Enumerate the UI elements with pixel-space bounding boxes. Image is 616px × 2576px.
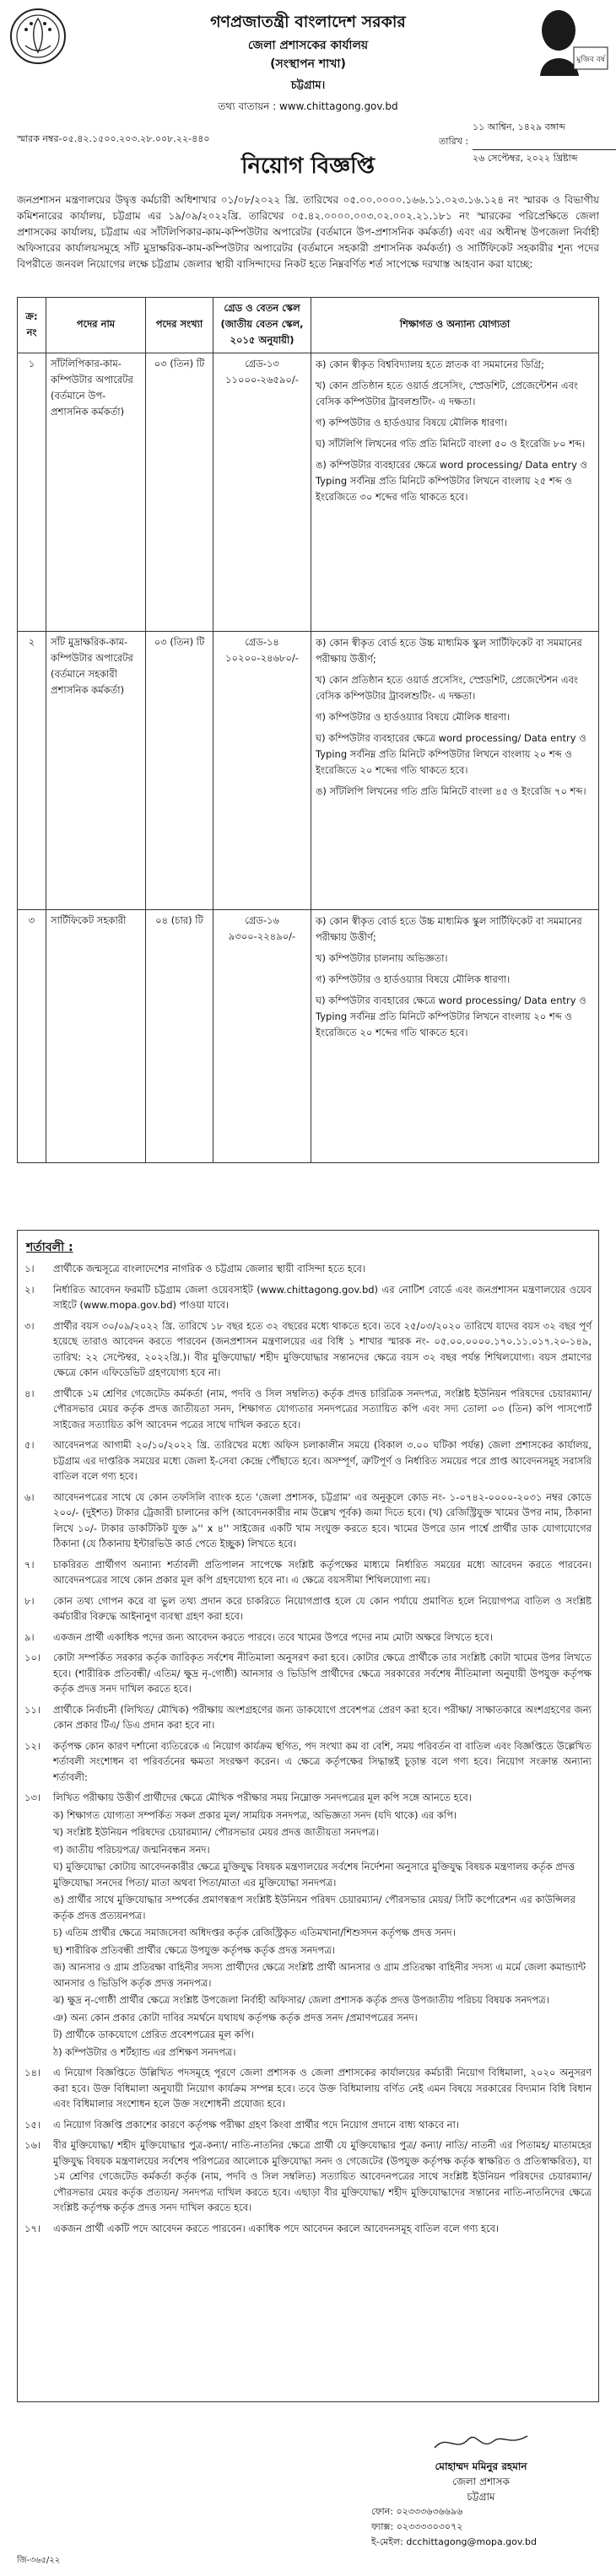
condition-subitem: ক) শিক্ষাগত যোগ্যতা সম্পর্কিত সকল প্রকার মূল/ সাময়িক সনদপত্র, অভিজ্ঞতা সনদ (যদি থাকে) এর কপি। bbox=[53, 1808, 457, 1821]
condition-subitem: খ) সংশ্লিষ্ট ইউনিয়ন পরিষদের চেয়ারম্যান/ পৌরসভার মেয়র প্রদত্ত জাতীয়তা সনদপত্র। bbox=[53, 1826, 379, 1838]
conditions-list bbox=[24, 1261, 592, 2241]
row-grade: গ্রেড-১৪ ১০২০০-২৪৬৮০/- bbox=[213, 632, 311, 910]
condition-text: আবেদনপত্র আগামী ২০/১০/২০২২ খ্রি. তারিখের মধ্যে অফিস চলাকালীন সময়ে (বিকাল ৩.০০ ঘটিকা পর্যন্ত) জেলা প্রশাসকের কার্যালয়, চট্টগ্রাম এর দাপ্তরিক সময়ের মধ্যে জেলা ই-সেবা কেন্দ্রে পৌঁছাতে হবে। অসম্পূর্ণ, ত্রুটিপূর্ণ ও নির্ধারিত সময়ের পরে প্রাপ্ত আবেদনসমূহ সরাসরি বাতিল বলে গণ্য হবে। bbox=[53, 1439, 592, 1482]
condition-item bbox=[24, 1282, 592, 1313]
conditions-box bbox=[17, 1230, 599, 2402]
condition-item bbox=[24, 1437, 592, 1485]
qualification-item: ঙ) সাঁটলিপি লিখনের গতি প্রতি মিনিটে বাংলা ৪৫ ও ইংরেজি ৭০ শব্দ। bbox=[316, 785, 586, 797]
row-qualifications bbox=[311, 353, 599, 632]
header-post: পদের নাম bbox=[46, 298, 146, 353]
signatory-place: চট্টগ্রাম bbox=[467, 2491, 495, 2503]
row-grade: গ্রেড-১৩ ১১০০০-২৬৫৯০/- bbox=[213, 353, 311, 632]
header-grade: গ্রেড ও বেতন স্কেল (জাতীয় বেতন স্কেল, ২০১৫ অনুযায়ী) bbox=[213, 298, 311, 353]
condition-number: ৯। bbox=[24, 1630, 35, 1643]
header-count: পদের সংখ্যা bbox=[146, 298, 213, 353]
row-post: সাঁটলিপিকার-কাম-কম্পিউটার অপারেটর (বর্তমানে উপ-প্রশাসনিক কর্মকর্তা) bbox=[46, 353, 146, 632]
condition-item bbox=[24, 1386, 592, 1433]
condition-number: ১০। bbox=[24, 1652, 41, 1663]
signatory-name: মোহাম্মদ মমিনুর রহমান bbox=[435, 2460, 527, 2472]
table-row bbox=[18, 353, 599, 632]
condition-item bbox=[24, 1738, 592, 1786]
condition-number: ৮। bbox=[24, 1594, 35, 1607]
date-english: ২৬ সেপ্টেম্বর, ২০২২ খ্রিষ্টাব্দ bbox=[473, 153, 578, 164]
condition-item bbox=[24, 1490, 592, 1552]
signatory-fax: ফ্যাক্স: ০২৩৩৩৩০৩০৭২ bbox=[371, 2521, 463, 2532]
row-post: সাঁট মুদ্রাক্ষরিক-কাম-কম্পিউটার অপারেটর (বর্তমানে সহকারী প্রশাসনিক কর্মকর্তা) bbox=[46, 632, 146, 910]
condition-text: নির্ধারিত আবেদন ফরমটি চট্টগ্রাম জেলা ওয়েবসাইট (www.chittagong.gov.bd) এর নোটিশ বোর্ডে এবং জনপ্রশাসন মন্ত্রণালয়ের ওয়েব সাইটে (www.mopa.gov.bd) পাওয়া যাবে। bbox=[53, 1283, 592, 1311]
notice-title: নিয়োগ বিজ্ঞপ্তি bbox=[241, 154, 375, 179]
condition-number: ১৩। bbox=[24, 1792, 41, 1803]
condition-item bbox=[24, 1650, 592, 1697]
condition-item bbox=[24, 1630, 592, 1646]
row-grade: গ্রেড-১৬ ৯৩০০-২২৪৯০/- bbox=[213, 910, 311, 1163]
reference-code: জি-৩৬৫/২২ bbox=[17, 2556, 61, 2565]
condition-item bbox=[24, 2137, 592, 2216]
condition-item bbox=[24, 1318, 592, 1381]
conditions-title: শর্তাবলী : bbox=[26, 1241, 73, 1254]
condition-item bbox=[24, 1790, 592, 1806]
condition-subitem: ঞ) অন্য কোন প্রকার কোটা দাবির সমর্থনে যথাযথ কর্তৃপক্ষ কর্তৃক প্রদত্ত সনদ /প্রমাণপত্রের সনদ। bbox=[53, 2011, 418, 2024]
condition-item bbox=[24, 1593, 592, 1625]
condition-item bbox=[24, 2221, 592, 2237]
condition-text: প্রার্থীকে নির্বাচনী (লিখিত/ মৌখিক) পরীক্ষায় অংশগ্রহণের জন্য ডাকযোগে প্রবেশপত্র প্রেরণ করা হবে। পরীক্ষা/ সাক্ষাতকারে অংশগ্রহণের জন্য কোন প্রকার টিএ/ ডিএ প্রদান করা হবে না। bbox=[53, 1703, 592, 1731]
condition-text: কোটা সম্পর্কিত সরকার কর্তৃক জারিকৃত সর্বশেষ নীতিমালা অনুসরণ করা হবে। কোটার ক্ষেত্রে প্রার্থীকে তার সংশ্লিষ্ট কোটা খামের উপর লিখতে হবে। (শারীরিক প্রতিবন্ধী/ এতিম/ ক্ষুদ্র নৃ-গোষ্ঠী) আনসার ও ভিডিপি প্রার্থীদের ক্ষেত্রে সরকারের সর্বশেষ নীতিমালা অনুযায়ী উপযুক্ত কর্তৃপক্ষ কর্তৃক প্রদত্ত সনদ দাখিল করতে হবে। bbox=[53, 1652, 592, 1695]
date-label: তারিখ : bbox=[439, 136, 469, 147]
header-qualification: শিক্ষাগত ও অন্যান্য যোগ্যতা bbox=[311, 298, 599, 353]
condition-item bbox=[24, 1702, 592, 1733]
signature-scribble-icon bbox=[430, 2429, 532, 2455]
condition-number: ১৫। bbox=[24, 2118, 41, 2131]
qualification-item: গ) কম্পিউটার ও হার্ডওয়্যার বিষয়ে মৌলিক ধারণা। bbox=[316, 973, 511, 985]
intro-paragraph: জনপ্রশাসন মন্ত্রণালয়ের উদ্বৃত্ত কর্মচারী অধিশাখার ০১/০৮/২০২২ খ্রি. তারিখের ০৫.০০.০০০০.১৬৬.১১.০২৩.১৬.১২৪ নং স্মারক ও বিভাগীয় কমিশনারের কার্যালয়, চট্টগ্রাম এর ১৯/০৯/২০২২খ্রি. তারিখের ০৫.৪২.০০০০.০০৩.০২.০০২.২১.১৮১ নং স্মারকের পরিপ্রেক্ষিতে জেলা প্রশাসকের কার্যালয়, চট্টগ্রাম এর সাঁটলিপিকার-কাম-কম্পিউটার অপারেটর (বর্তমানে উপ-প্রশাসনিক কর্মকর্তা) এবং এর অধীনস্থ উপজেলা নির্বাহী অফিসারের কার্যালয়সমূহে সাঁট মুদ্রাক্ষরিক-কাম-কম্পিউটার অপারেটর (বর্তমানে সহকারী প্রশাসনিক কর্মকর্তা) ও সার্টিফিকেট সহকারীর শূন্য পদের বিপরীতে জনবল নিয়োগের লক্ষে চট্টগ্রাম জেলার স্থায়ী বাসিন্দাদের নিকট হতে নিম্নবর্ণিত শর্ত সাপেক্ষে দরখাস্ত আহবান করা যাচ্ছে: bbox=[17, 194, 599, 270]
condition-text: এ নিয়োগ বিজ্ঞপ্তিতে উল্লিখিত পদসমূহে পূরণে জেলা প্রশাসক ও জেলা প্রশাসকের কার্যালয়ের কর্মচারী নিয়োগ বিধিমালা, ২০২০ অনুসরণ করা হবে। উক্ত বিধিমালা অনুযায়ী নিয়োগ কার্যক্রম সম্পন্ন হবে। তবে উক্ত বিধিমালায় বর্ণিত নেই এমন বিষয়ে সরকারের বিদ্যমান বিধি বিধান এবং বিধিমালার সংশোধন হলে উক্ত সংশোধনী প্রযোজ্য হবে। bbox=[53, 2067, 592, 2110]
condition-text: প্রার্থীর বয়স ৩০/০৯/২০২২ খ্রি. তারিখে ১৮ বছর হতে ৩২ বছরের মধ্যে থাকতে হবে। তবে ২৫/০৩/২০২০ তারিখে যাদের বয়স ৩২ বছর পূর্ণ হয়েছে তারাও আবেদন করতে পারবেন (জনপ্রশাসন মন্ত্রণালয়ের এর বিধি ১ শাখার স্মারক নং- ০৫.০০.০০০০.১৭০.১১.০১৭.২০-১৪৯, তারিখ: ২২ সেপ্টেম্বর, ২০২২খ্রি.)। বীর মুক্তিযোদ্ধা/ শহীদ মুক্তিযোদ্ধার সন্তানদের ক্ষেত্রে বয়স ৩২ বছর পর্যন্ত শিথিলযোগ্য। বয়স প্রমাণের ক্ষেত্রে কোন এফিডেভিট গ্রহণযোগ্য হবে না। bbox=[53, 1319, 592, 1378]
qualification-item: ঘ) কম্পিউটার ব্যবহারের ক্ষেত্রে word processing/ Data entry ও Typing সর্বনিম্ন প্রতি মিনিটে কম্পিউটার লিখনে বাংলায় ২০ শব্দ ও ইংরেজিতে ২০ শব্দের গতি থাকতে হবে। bbox=[316, 994, 586, 1038]
qualification-item: ক) কোন স্বীকৃত বোর্ড হতে উচ্চ মাধ্যমিক স্কুল সার্টিফিকেট বা সমমানের পরীক্ষায় উত্তীর্ণ; bbox=[316, 637, 582, 665]
condition-text: কর্তৃপক্ষ কোন কারণ দর্শানো ব্যতিরেকে এ নিয়োগ কার্যক্রম স্থগিত, পদ সংখ্যা কম বা বেশি, সময় পরিবর্তন বা বাতিল এবং বিজ্ঞপ্তিতে উল্লেখিত শর্তাবলী সংশোধন বা পরিবর্তনের ক্ষমতা সংরক্ষণ করেন। এ ক্ষেত্রে কর্তৃপক্ষের সিদ্ধান্তই চূড়ান্ত বলে গণ্য হবে। নিয়োগ সংক্রান্ত অন্যান্য শর্তাবলী: bbox=[53, 1739, 592, 1783]
website-line[interactable]: তথ্য বাতায়ন : www.chittagong.gov.bd bbox=[218, 100, 398, 112]
condition-text: একজন প্রার্থী একাধিক পদের জন্য আবেদন করতে পারবে। তবে খামের উপরে পদের নাম মোটা অক্ষরে লিখতে হবে। bbox=[53, 1630, 493, 1643]
district-name: চট্টগ্রাম। bbox=[290, 79, 326, 92]
condition-number: ১৭। bbox=[24, 2222, 41, 2234]
row-count: ০৪ (চার) টি bbox=[146, 910, 213, 1163]
header-sl: ক্র: নং bbox=[18, 298, 46, 353]
row-post: সার্টিফিকেট সহকারী bbox=[46, 910, 146, 1163]
condition-subitem: জ) আনসার ও গ্রাম প্রতিরক্ষা বাহিনীর সদস্য প্রার্থীদের ক্ষেত্রে সংশ্লিষ্ট প্রার্থী আনসার ও গ্রাম প্রতিরক্ষা বাহিনীর সদস্য এ মর্মে জেলা কমান্ড্যান্ট আনসার ও ভিডিপি কর্তৃক প্রদত্ত সনদপত্র। bbox=[53, 1961, 586, 1989]
signatory-phone: ফোন: ০২৩৩৩৬৩৬৬৯৬ bbox=[371, 2506, 463, 2517]
office-name: জেলা প্রশাসকের কার্যালয় bbox=[247, 39, 369, 52]
row-qualifications bbox=[311, 910, 599, 1163]
government-name: গণপ্রজাতন্ত্রী বাংলাদেশ সরকার bbox=[210, 13, 406, 31]
section-name: (সংস্থাপন শাখা) bbox=[270, 57, 346, 71]
condition-subitem: ঝ) ক্ষুদ্র নৃ-গোষ্ঠী প্রার্থীর ক্ষেত্রে সংশ্লিষ্ট উপজেলা নির্বাহী অফিসার/ জেলা প্রশাসক কর্তৃক প্রদত্ত উপজাতীয় পরিচয় বিষয়ক সনদপত্র। bbox=[53, 1994, 549, 2006]
condition-subitem: ঘ) মুক্তিযোদ্ধা কোটায় আবেদনকারীর ক্ষেত্রে মুক্তিযুদ্ধ বিষয়ক মন্ত্রণালয়ের সর্বশেষ নির্দেশনা অনুসারে মুক্তিযুদ্ধ বিষয়ক মন্ত্রণালয় কর্তৃক প্রদত্ত মুক্তিযোদ্ধা সনদের পিতা/ মাতা অথবা পিতা/মাতা এর মুক্তিযোদ্ধা সনদপত্র। bbox=[53, 1861, 575, 1889]
qualification-item: ক) কোন স্বীকৃত বোর্ড হতে উচ্চ মাধ্যমিক স্কুল সার্টিফিকেট বা সমমানের পরীক্ষায় উত্তীর্ণ; bbox=[316, 915, 582, 943]
job-table bbox=[17, 297, 599, 1163]
condition-number: ২। bbox=[24, 1283, 35, 1296]
qualification-item: ঘ) কম্পিউটার ব্যবহারের ক্ষেত্রে word processing/ Data entry ও Typing সর্বনিম্ন প্রতি মিনিটে কম্পিউটার লিখনে বাংলায় ২০ শব্দ ও ইংরেজিতে ২০ শব্দের গতি থাকতে হবে। bbox=[316, 732, 586, 776]
table-row bbox=[18, 910, 599, 1163]
condition-subitem: ঠ) কম্পিউটার ও শর্টহ্যান্ড এর প্রশিক্ষণ সনদপত্র। bbox=[53, 2045, 236, 2058]
condition-number: ৭। bbox=[24, 1558, 35, 1571]
condition-number: ৩। bbox=[24, 1319, 35, 1332]
condition-number: ১১। bbox=[24, 1703, 41, 1716]
condition-text: প্রার্থীকে ১ম শ্রেণির গেজেটেড কর্মকর্তা (নাম, পদবি ও সিল সম্বলিত) কর্তৃক প্রদত্ত চারিত্রিক সনদপত্র, সংশ্লিষ্ট ইউনিয়ন পরিষদের চেয়ারম্যান/ পৌরসভার মেয়র কর্তৃক প্রদত্ত জাতীয়তা সনদ, শিক্ষাগত যোগ্যতার সনদপত্রের সত্যায়িত কপি এবং সদ্য তোলা ০৩ (তিন) কপি পাসপোর্ট সাইজের সত্যায়িত কপি আবেদন পত্রের সাথে দাখিল করতে হবে। bbox=[53, 1387, 592, 1431]
row-count: ০৩ (তিন) টি bbox=[146, 353, 213, 632]
table-header-row bbox=[18, 298, 599, 353]
condition-item bbox=[24, 1261, 592, 1277]
condition-text: একজন প্রার্থী একটি পদে আবেদন করতে পারবেন। একাধিক পদে আবেদন করলে আবেদনসমূহ বাতিল বলে গণ্য হবে। bbox=[53, 2222, 500, 2234]
row-sl: ৩ bbox=[18, 910, 46, 1163]
condition-text: আবেদনপত্রের সাথে যে কোন তফসিলি ব্যাংক হতে 'জেলা প্রশাসক, চট্টগ্রাম' এর অনুকূলে কোড নং- ১-০৭৪২-০০০০-২০৩১ নম্বর কোডে ২০০/- (দুইশত) টাকার ট্রেজারী চালানের কপি (আবেদনকারীর নাম উল্লেখ পূর্বক) জমা দিতে হবে। (খ) রেজিস্ট্রিযুক্ত খামের উপর নাম, ঠিকানা লিখে ১০/- টাকার ডাকটিকিট যুক্ত ৯'' x ৪'' সাইজের একটি খাম সংযুক্ত করতে হবে। খামের উপরে ডান পার্শ্বে প্রার্থীর ডাক যোগাযোগের ঠিকানা (যে ঠিকানায় ইন্টারভিউ কার্ড পেতে ইচ্ছুক) লিখতে হবে। bbox=[53, 1490, 592, 1549]
row-sl: ১ bbox=[18, 353, 46, 632]
condition-sublist bbox=[53, 1808, 592, 2061]
qualification-item: গ) কম্পিউটার ও হার্ডওয়্যার বিষয়ে মৌলিক ধারণা। bbox=[316, 711, 511, 723]
condition-text: এ নিয়োগ বিজ্ঞপ্তি প্রকাশের কারণে কর্তৃপক্ষ পরীক্ষা গ্রহণ কিংবা প্রার্থীর পদে নিয়োগ প্রদানে বাধ্য থাকবে না। bbox=[53, 2118, 459, 2131]
condition-item bbox=[24, 2065, 592, 2112]
row-qualifications bbox=[311, 632, 599, 910]
letterhead bbox=[0, 0, 616, 194]
condition-subitem: ট) প্রার্থীকে ডাকযোগে প্রেরিত প্রবেশপত্রের মূল কপি। bbox=[53, 2029, 254, 2040]
condition-number: ৬। bbox=[24, 1490, 35, 1503]
table-row bbox=[18, 632, 599, 910]
qualification-item: ঘ) সাঁটলিপি লিখনের গতি প্রতি মিনিটে বাংলা ৫০ ও ইংরেজি ৮০ শব্দ। bbox=[316, 438, 586, 450]
condition-text: চাকরিরত প্রার্থীগণ অন্যান্য শর্তাবলী প্রতিপালন সাপেক্ষে সংশ্লিষ্ট কর্তৃপক্ষের মাধ্যমে নির্ধারিত সময়ের মধ্যে আবেদন করতে পারবেন। আবেদনপত্রের সাথে কোন প্রকার মূল কপি গ্রহণযোগ্য হবে না। এ ক্ষেত্রে বয়সসীমা শিথিলযোগ্য নয়। bbox=[53, 1558, 592, 1586]
condition-number: ৫। bbox=[24, 1439, 35, 1451]
qualification-item: ঙ) কম্পিউটার ব্যবহারের ক্ষেত্রে word processing/ Data entry ও Typing সর্বনিম্ন প্রতি মিনিটে কম্পিউটার লিখনে বাংলায় ২৫ শব্দ ও ইংরেজিতে ৩০ শব্দের গতি থাকতে হবে। bbox=[316, 459, 587, 503]
condition-subitem: চ) এতিম প্রার্থীর ক্ষেত্রে সমাজসেবা অধিদপ্তর কর্তৃক রেজিস্ট্রিকৃত এতিমখানা/শিশুসদন কর্তৃপক্ষ প্রদত্ত সনদ। bbox=[53, 1927, 456, 1938]
condition-number: ১। bbox=[24, 1263, 35, 1275]
signatory-title: জেলা প্রশাসক bbox=[452, 2476, 510, 2487]
condition-text: লিখিত পরীক্ষায় উত্তীর্ণ প্রার্থীদের ক্ষেত্রে মৌখিক পরীক্ষার সময় নিম্নোক্ত সনদপত্রের মূল কপি সঙ্গে আনতে হবে। bbox=[53, 1792, 472, 1803]
condition-text: প্রার্থীকে জন্মসূত্রে বাংলাদেশের নাগরিক ও চট্টগ্রাম জেলার স্থায়ী বাসিন্দা হতে হবে। bbox=[53, 1263, 366, 1275]
signatory-email[interactable]: ই-মেইল: dcchittagong@mopa.gov.bd bbox=[371, 2536, 538, 2547]
condition-item bbox=[24, 1557, 592, 1588]
condition-subitem: গ) জাতীয় পরিচয়পত্র/ জন্মনিবন্ধন সনদ। bbox=[53, 1843, 210, 1856]
row-count: ০৩ (তিন) টি bbox=[146, 632, 213, 910]
signature-block bbox=[363, 2429, 599, 2550]
condition-number: ৪। bbox=[24, 1387, 35, 1399]
condition-text: কোন তথ্য গোপন করে বা ভুল তথ্য প্রদান করে চাকরিতে নিয়োগপ্রাপ্ত হলে যে কোন পর্যায়ে প্রমাণিত হলে নিয়োগপত্র বাতিল ও সংশ্লিষ্ট কর্মচারীর বিরুদ্ধে আইনানুগ ব্যবস্থা গ্রহণ করা হবে। bbox=[53, 1594, 592, 1622]
row-sl: ২ bbox=[18, 632, 46, 910]
condition-number: ১২। bbox=[24, 1739, 41, 1752]
memo-number: স্মারক নম্বর-০৫.৪২.১৫০০.২০৩.২৮.০০৮.২২-৪৪০ bbox=[17, 133, 210, 144]
condition-text: বীর মুক্তিযোদ্ধা/ শহীদ মুক্তিযোদ্ধার পুত্র-কন্যা/ নাতি-নাতনির ক্ষেত্রে প্রার্থী যে মুক্তিযোদ্ধার পুত্র/ কন্যা/ নাতি/ নাতনী এর পিতামহ/ মাতামহের মুক্তিযুদ্ধ বিষয়ক মন্ত্রণালয়ের সর্বশেষ পরিপত্রের আলোকে মুক্তিযোদ্ধা সনদ ও গেজেটের (উপযুক্ত কর্তৃপক্ষ কর্তৃক স্বাক্ষরিত ও প্রতিস্বাক্ষরিত), যা ১ম শ্রেণির গেজেটেড কর্মকর্তা কর্তৃক (নাম, পদবি ও সিল সম্বলিত) সত্যায়িত আবেদনপত্রের সাথে সংশ্লিষ্ট ইউনিয়ন পরিষদের চেয়ারম্যান/ পৌরসভার মেয়র কর্তৃক প্রত্যয়ন/ সনদপত্র দাখিল করতে হবে। এছাড়া বীর মুক্তিযোদ্ধা/ শহীদ মুক্তিযোদ্ধাদের সন্তানের নাতি-নাতনিদের ক্ষেত্রে সংশ্লিষ্ট কর্তৃপক্ষ কর্তৃক প্রদত্ত সনদ দাখিল করতে হবে। bbox=[53, 2139, 592, 2213]
qualification-item: খ) কোন প্রতিষ্ঠান হতে ওয়ার্ড প্রসেসিং, স্প্রেডশিট, প্রেজেন্টেশন এবং বেসিক কম্পিউটার ট্রাবলশুটিং- এ দক্ষতা। bbox=[316, 380, 578, 407]
qualification-item: খ) কোন প্রতিষ্ঠান হতে ওয়ার্ড প্রসেসিং, স্প্রেডশিট, প্রেজেন্টেশন এবং বেসিক কম্পিউটার ট্রাবলশুটিং- এ দক্ষতা। bbox=[316, 674, 578, 702]
condition-item bbox=[24, 2117, 592, 2133]
qualification-item: ক) কোন স্বীকৃত বিশ্ববিদ্যালয় হতে স্নাতক বা সমমানের ডিগ্রি; bbox=[316, 358, 545, 370]
portrait-caption: মুজিব বর্ষ bbox=[576, 56, 605, 64]
condition-number: ১৬। bbox=[24, 2139, 41, 2151]
condition-subitem: ঙ) প্রার্থীর সাথে মুক্তিযোদ্ধার সম্পর্কের প্রমাণস্বরূপ সংশ্লিষ্ট ইউনিয়ন পরিষদ চেয়ারম্যান/ পৌরসভার মেয়র/ সিটি কর্পোরেশন এর কাউন্সিলর কর্তৃক প্রদত্ত প্রত্যয়নপত্র। bbox=[53, 1894, 575, 1921]
qualification-item: গ) কম্পিউটার ও হার্ডওয়ার বিষয়ে মৌলিক ধারণা। bbox=[316, 417, 507, 428]
condition-subitem: ছ) শারীরিক প্রতিবন্ধী প্রার্থীর ক্ষেত্রে উপযুক্ত কর্তৃপক্ষ কর্তৃক প্রদত্ত সনদপত্র। bbox=[53, 1943, 335, 1956]
date-bangla: ১১ আশ্বিন, ১৪২৯ বঙ্গাব্দ bbox=[473, 121, 565, 132]
condition-number: ১৪। bbox=[24, 2067, 41, 2078]
qualification-item: খ) কম্পিউটার চালনায় অভিজ্ঞতা। bbox=[316, 952, 448, 964]
